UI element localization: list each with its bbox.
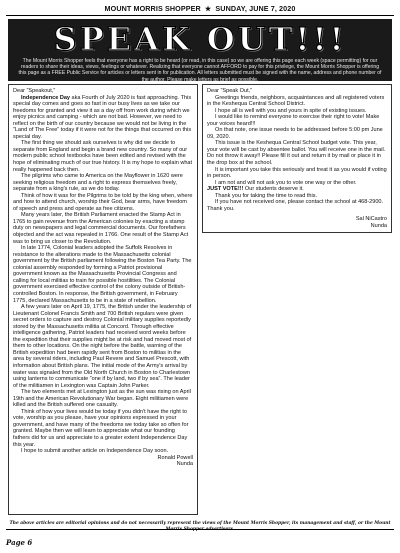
signature-name: Ronald Powell xyxy=(157,454,193,461)
signature-name: Sal NiCastro xyxy=(355,216,387,223)
letter-paragraph: I would like to remind everyone to exercise their right to vote! Make your voices heard!!! xyxy=(207,114,380,127)
bold-lead: JUST VOTE!!! xyxy=(207,186,244,193)
paragraph-text: aka Fourth of July 2020 is fast approaching. This special day comes and goes so fast in our busy lives as we take our freedoms for granted and view it as a day off from work during which we enjoy picnics and camping - which are not bad. However, we need to reflect on the birth of our country because we would not be living in the “Land of The Free” today if it were not for the things that occurred on this special day. xyxy=(13,94,192,140)
letter-paragraph xyxy=(13,95,193,141)
letter-school-budget-vote xyxy=(202,84,392,233)
letter-paragraph: Greetings friends, neighbors, acquaintances and all registered voters in the Keshequa Central School District. xyxy=(207,94,385,108)
letter-paragraph: Think of how your lives would be today if you didn't have the right to vote, worship as you please, have your opinions expressed in your government, and have many of the freedoms we today take so often for granted. Maybe then we will learn to appreciate what our founding fathers did for us and appreciate to a greater extent Independence Day this year. xyxy=(13,408,189,448)
top-rule xyxy=(6,15,394,16)
page-number: Page 6 xyxy=(6,538,33,547)
signature-town: Nunda xyxy=(370,222,387,229)
letter-paragraph: The first thing we should ask ourselves is why did we decide to separate from England and begin a brand new country. So many of our modern public school textbooks have been edited and revised with the hope of eliminating much of our true history. It is my hope to explain what really happened back then. xyxy=(13,140,193,173)
editorial-disclaimer: The above articles are editorial opinions and do not necessarily represent the views of the Mount Morris Shopper, its management and staff, or the Mount xyxy=(9,521,391,526)
letter-independence-day xyxy=(8,84,198,515)
letter-paragraph: A few years later on April 19, 1775, the British under the leadership of Lieutenant Colonel Francis Smith and 700 British regulars were given secret orders to capture and destroy Colonial military supplies reportedly stored by the Massachusetts militia at Concord. Through effective intelligence gathering, Patriot leaders had received word weeks before the expedition that their supplies might be at risk and had moved most of them to other locations. On the night before the battle, warning of the British expedition had been rapidly sent from Boston to militias in the area by several riders, including Paul Revere and Samuel Prescott, with information about British plans. The initial mode of the Army's arrival by water was signaled from the Old North Church in Boston to Charlestown using lanterns to communicate “one if by land, two if by sea”. The leader of the militiamen in Lexington was Captain John Parker. xyxy=(13,304,192,389)
letter-paragraph: The pilgrims who came to America on the Mayflower in 1620 were seeking religious freedom and a right to express themselves freely, separate from a king's rule, as we do today. xyxy=(13,173,183,193)
letter-paragraph: Thank you for taking the time to read this. xyxy=(215,192,318,199)
letter-paragraph: It is important you take this seriously and treat it as you would if voting in person. xyxy=(207,166,387,180)
letter-salutation: Dear “Speak Out,” xyxy=(207,88,253,94)
letter-paragraph: I hope to submit another article on Independence Day soon. xyxy=(21,448,169,455)
issue-date: SUNDAY, JUNE 7, 2020 xyxy=(215,4,296,13)
letter-paragraph: The two elements met at Lexington just as the sun was rising on April 19th and the American Revolutionary War began. Eight militiamen were killed and the British suffered one casualty. xyxy=(13,389,191,409)
star-icon: ★ xyxy=(204,6,212,13)
letter-paragraph: In late 1774, Colonial leaders adopted the Suffolk Resolves in resistance to the alterations made to the Massachusetts colonial government by the British parliament following the Boston Tea Party. The colonial assembly responded by forming a Patriot provisional government known as the Massachusetts Provincial Congress and calling for local militias to train for possible hostilities. The Colonial government exercised effective control of the colony outside of British-controlled Boston. In response, the British government, in February 1775, declared Massachusetts to be in a state of rebellion. xyxy=(13,245,192,304)
letter-paragraph: Many years later, the British Parliament enacted the Stamp Act in 1765 to gain revenue from the American colonies by exacting a stamp duty on newspapers and legal commercial documents. Our forefathers objected and the act was repealed in 1766. One result of the Stamp Act was to bring us closer to the Revolution. xyxy=(13,212,189,245)
masthead xyxy=(0,4,400,13)
letter-paragraph: If you have not received one, please contact the school at 468-2900. Thank you. xyxy=(207,199,384,212)
banner-description: The Mount Morris Shopper feels that everyone has a right to be heard (or read, in this case) so we are offering this page each week (space permitting) for our readers to share their ideas, views, feelings or whatever. Realizing that everyone cannot AFFORD to pay for this privilege, the Mount Morris Shopper is offering this page as a FREE Public Service for articles or letters sent in for publication. All letters submitted must be signed with the name, address and phone number of the author. Please make letters as brief as possible. xyxy=(18,58,382,81)
paragraph-text: Our students deserve it. xyxy=(243,186,304,193)
letter-paragraph: I hope all is well with you and yours in spite of existing issues. xyxy=(215,107,367,114)
letter-paragraph: On that note, one issue needs to be addressed before 5:00 pm June 09, 2020. xyxy=(207,127,383,140)
banner-title: SPEAK OUT!!! xyxy=(53,20,347,58)
letter-paragraph: Think of how it was for the Pilgrims to be told by the king when, where and how to attend church, worship their God, bear arms, have freedom of speech and press and operate as free citizens. xyxy=(13,192,193,212)
signature-town: Nunda xyxy=(176,461,193,468)
letter-paragraph: This issue is the Keshequa Central School budget vote. This year, your vote will be cast by absentee ballot. You will receive one in the mail. Do not throw it away!! Please fill it out and return it by mail or place it in the drop box at the school. xyxy=(207,140,386,167)
bold-lead: Independence Day xyxy=(21,94,71,101)
letter-paragraph: I am not and will not ask you to vote one way or the other. xyxy=(215,179,357,186)
speak-out-banner xyxy=(8,19,392,81)
publication-name: MOUNT MORRIS SHOPPER xyxy=(104,4,201,13)
letter-salutation: Dear “Speakout,” xyxy=(13,88,56,94)
bottom-rule xyxy=(6,529,394,530)
